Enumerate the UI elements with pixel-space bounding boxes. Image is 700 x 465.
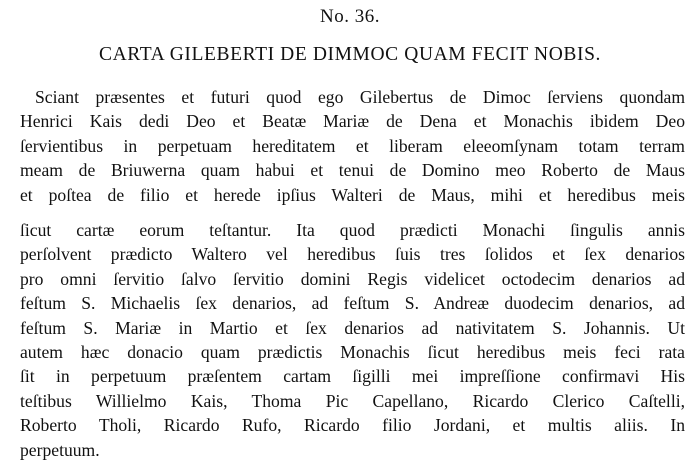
text-line: autem hæc donacio quam prædictis Monachis ſicut heredibus meis feci rata — [20, 342, 685, 363]
text-line: meam de Briuwerna quam habui et tenui de Domino meo Roberto de Maus — [20, 160, 685, 181]
text-line: ſit in perpetuum præſentem cartam ſigilli mei impreſſione confirmavi His — [20, 366, 685, 387]
text-line: et poſtea de filio et herede ipſius Walteri de Maus, mihi et heredibus meis — [20, 184, 685, 205]
text-line: perſolvent prædicto Waltero vel heredibus ſuis tres ſolidos et ſex denarios — [20, 244, 685, 265]
text-line: Roberto Tholi, Ricardo Rufo, Ricardo filio Jordani, et multis aliis. In — [20, 415, 685, 436]
text-line: feſtum S. Michaelis ſex denarios, ad feſtum S. Andreæ duodecim denarios, ad — [20, 293, 685, 314]
paragraph-1 — [20, 85, 685, 207]
text-line: perpetuum. — [20, 439, 100, 460]
document-title: CARTA GILEBERTI DE DIMMOC QUAM FECIT NOBIS. — [98, 44, 601, 65]
text-line: Sciant præsentes et futuri quod ego Gilebertus de Dimoc ſerviens quondam — [35, 87, 685, 107]
text-line: ſervientibus in perpetuam hereditatem et liberam eleeomſynam totam terram — [20, 135, 685, 156]
document-number: No. 36. — [320, 6, 380, 27]
text-line: pro omni ſervitio ſalvo ſervitio domini Regis videlicet octodecim denarios ad — [20, 268, 685, 289]
text-line: ſicut cartæ eorum teſtantur. Ita quod prædicti Monachi ſingulis annis — [20, 220, 685, 240]
paragraph-2 — [20, 218, 685, 462]
text-line: teſtibus Willielmo Kais, Thoma Pic Capellano, Ricardo Clerico Caſtelli, — [20, 390, 685, 411]
text-line: Henrici Kais dedi Deo et Beatæ Mariæ de Dena et Monachis ibidem Deo — [20, 111, 685, 132]
text-line: feſtum S. Mariæ in Martio et ſex denarios ad nativitatem S. Johannis. Ut — [20, 317, 685, 338]
